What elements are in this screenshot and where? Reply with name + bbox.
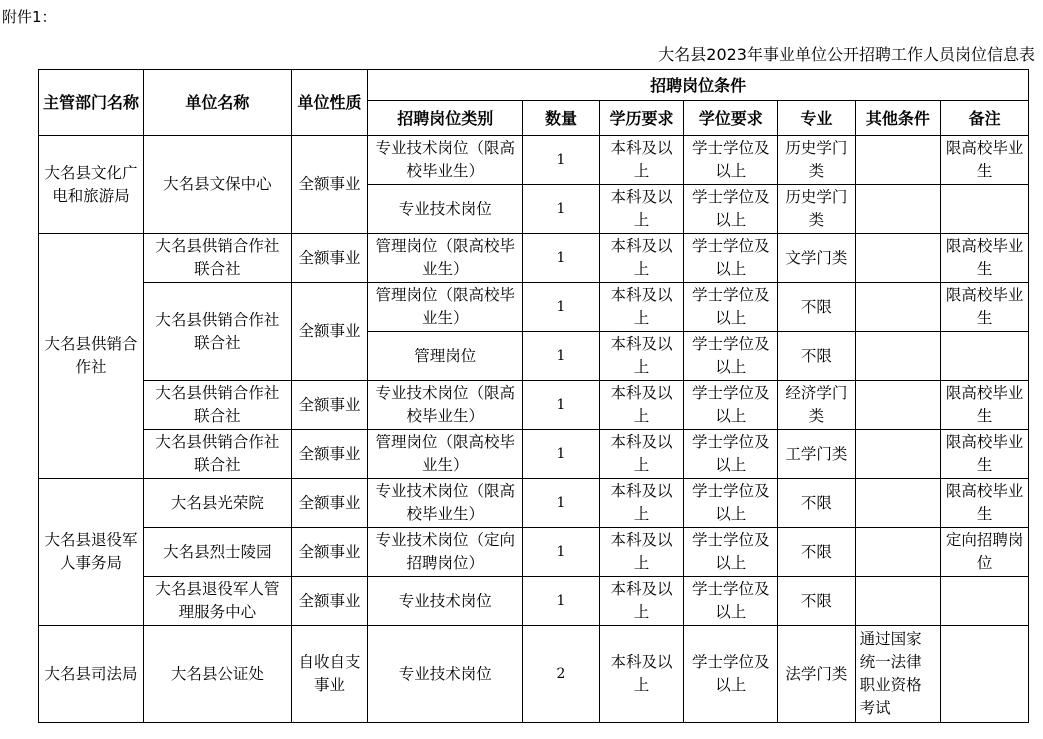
table-title: 大名县2023年事业单位公开招聘工作人员岗位信息表 — [658, 45, 1035, 64]
remark-cell: 限高校毕业生 — [941, 430, 1029, 479]
major-cell: 不限 — [778, 283, 855, 332]
other-cell: 通过国家统一法律职业资格考试 — [855, 626, 941, 723]
nature-cell: 全额事业 — [291, 234, 367, 283]
degree-cell: 学士学位及以上 — [684, 234, 778, 283]
major-cell: 历史学门类 — [778, 136, 855, 185]
nature-cell: 全额事业 — [291, 136, 367, 234]
major-cell: 不限 — [778, 332, 855, 381]
degree-cell: 学士学位及以上 — [684, 577, 778, 626]
degree-cell: 学士学位及以上 — [684, 479, 778, 528]
other-cell — [855, 430, 941, 479]
other-cell — [855, 577, 941, 626]
degree-cell: 学士学位及以上 — [684, 332, 778, 381]
unit-cell: 大名县供销合作社联合社 — [144, 381, 292, 430]
education-cell: 本科及以上 — [599, 577, 684, 626]
nature-cell: 全额事业 — [291, 283, 367, 381]
category-cell: 管理岗位（限高校毕业生） — [368, 234, 523, 283]
remark-cell — [941, 185, 1029, 234]
unit-cell: 大名县公证处 — [144, 626, 292, 723]
category-cell: 专业技术岗位（定向招聘岗位） — [368, 528, 523, 577]
table-row — [39, 626, 1029, 723]
category-cell: 管理岗位（限高校毕业生） — [368, 283, 523, 332]
count-cell: 1 — [523, 528, 599, 577]
remark-cell — [941, 577, 1029, 626]
unit-cell: 大名县烈士陵园 — [144, 528, 292, 577]
dept-cell: 大名县供销合作社 — [39, 234, 144, 479]
category-cell: 专业技术岗位 — [368, 577, 523, 626]
major-cell: 经济学门类 — [778, 381, 855, 430]
unit-cell: 大名县供销合作社联合社 — [144, 234, 292, 283]
header-remark: 备注 — [941, 101, 1029, 136]
category-cell: 专业技术岗位 — [368, 626, 523, 723]
count-cell: 1 — [523, 332, 599, 381]
table-row — [39, 577, 1029, 626]
other-cell — [855, 283, 941, 332]
nature-cell: 全额事业 — [291, 479, 367, 528]
header-unit: 单位名称 — [144, 70, 292, 136]
education-cell: 本科及以上 — [599, 136, 684, 185]
table-row — [39, 136, 1029, 185]
degree-cell: 学士学位及以上 — [684, 430, 778, 479]
header-other: 其他条件 — [855, 101, 941, 136]
header-count: 数量 — [523, 101, 599, 136]
category-cell: 专业技术岗位（限高校毕业生） — [368, 136, 523, 185]
degree-cell: 学士学位及以上 — [684, 381, 778, 430]
major-cell: 不限 — [778, 528, 855, 577]
other-cell — [855, 185, 941, 234]
other-cell — [855, 381, 941, 430]
header-conditions: 招聘岗位条件 — [368, 70, 1029, 101]
remark-cell: 限高校毕业生 — [941, 381, 1029, 430]
education-cell: 本科及以上 — [599, 626, 684, 723]
major-cell: 法学门类 — [778, 626, 855, 723]
nature-cell: 全额事业 — [291, 430, 367, 479]
degree-cell: 学士学位及以上 — [684, 528, 778, 577]
remark-cell: 限高校毕业生 — [941, 479, 1029, 528]
table-row — [39, 479, 1029, 528]
header-category: 招聘岗位类别 — [368, 101, 523, 136]
education-cell: 本科及以上 — [599, 479, 684, 528]
education-cell: 本科及以上 — [599, 234, 684, 283]
table-body — [39, 136, 1029, 723]
other-cell — [855, 479, 941, 528]
table-row — [39, 234, 1029, 283]
recruitment-table — [38, 69, 1029, 723]
category-cell: 管理岗位 — [368, 332, 523, 381]
count-cell: 1 — [523, 136, 599, 185]
dept-cell: 大名县司法局 — [39, 626, 144, 723]
header-dept: 主管部门名称 — [39, 70, 144, 136]
table-row — [39, 381, 1029, 430]
education-cell: 本科及以上 — [599, 381, 684, 430]
education-cell: 本科及以上 — [599, 528, 684, 577]
table-header — [39, 70, 1029, 136]
category-cell: 专业技术岗位（限高校毕业生） — [368, 381, 523, 430]
degree-cell: 学士学位及以上 — [684, 185, 778, 234]
major-cell: 不限 — [778, 479, 855, 528]
major-cell: 历史学门类 — [778, 185, 855, 234]
count-cell: 1 — [523, 283, 599, 332]
attachment-label: 附件1： — [2, 8, 57, 26]
count-cell: 1 — [523, 381, 599, 430]
header-major: 专业 — [778, 101, 855, 136]
table-row — [39, 430, 1029, 479]
major-cell: 不限 — [778, 577, 855, 626]
nature-cell: 自收自支事业 — [291, 626, 367, 723]
degree-cell: 学士学位及以上 — [684, 626, 778, 723]
dept-cell: 大名县退役军人事务局 — [39, 479, 144, 626]
nature-cell: 全额事业 — [291, 381, 367, 430]
count-cell: 1 — [523, 185, 599, 234]
unit-cell: 大名县供销合作社联合社 — [144, 430, 292, 479]
count-cell: 1 — [523, 234, 599, 283]
other-cell — [855, 234, 941, 283]
table-row — [39, 528, 1029, 577]
header-education: 学历要求 — [599, 101, 684, 136]
count-cell: 2 — [523, 626, 599, 723]
education-cell: 本科及以上 — [599, 185, 684, 234]
table-row — [39, 283, 1029, 332]
remark-cell — [941, 332, 1029, 381]
category-cell: 专业技术岗位（限高校毕业生） — [368, 479, 523, 528]
remark-cell: 限高校毕业生 — [941, 234, 1029, 283]
major-cell: 文学门类 — [778, 234, 855, 283]
nature-cell: 全额事业 — [291, 577, 367, 626]
major-cell: 工学门类 — [778, 430, 855, 479]
unit-cell: 大名县退役军人管理服务中心 — [144, 577, 292, 626]
remark-cell: 限高校毕业生 — [941, 136, 1029, 185]
header-degree: 学位要求 — [684, 101, 778, 136]
unit-cell: 大名县文保中心 — [144, 136, 292, 234]
remark-cell: 限高校毕业生 — [941, 283, 1029, 332]
remark-cell: 定向招聘岗位 — [941, 528, 1029, 577]
count-cell: 1 — [523, 430, 599, 479]
other-cell — [855, 528, 941, 577]
degree-cell: 学士学位及以上 — [684, 136, 778, 185]
other-cell — [855, 136, 941, 185]
education-cell: 本科及以上 — [599, 430, 684, 479]
degree-cell: 学士学位及以上 — [684, 283, 778, 332]
education-cell: 本科及以上 — [599, 332, 684, 381]
remark-cell — [941, 626, 1029, 723]
other-cell — [855, 332, 941, 381]
count-cell: 1 — [523, 479, 599, 528]
nature-cell: 全额事业 — [291, 528, 367, 577]
unit-cell: 大名县光荣院 — [144, 479, 292, 528]
dept-cell: 大名县文化广电和旅游局 — [39, 136, 144, 234]
education-cell: 本科及以上 — [599, 283, 684, 332]
unit-cell: 大名县供销合作社联合社 — [144, 283, 292, 381]
category-cell: 管理岗位（限高校毕业生） — [368, 430, 523, 479]
header-nature: 单位性质 — [291, 70, 367, 136]
category-cell: 专业技术岗位 — [368, 185, 523, 234]
count-cell: 1 — [523, 577, 599, 626]
